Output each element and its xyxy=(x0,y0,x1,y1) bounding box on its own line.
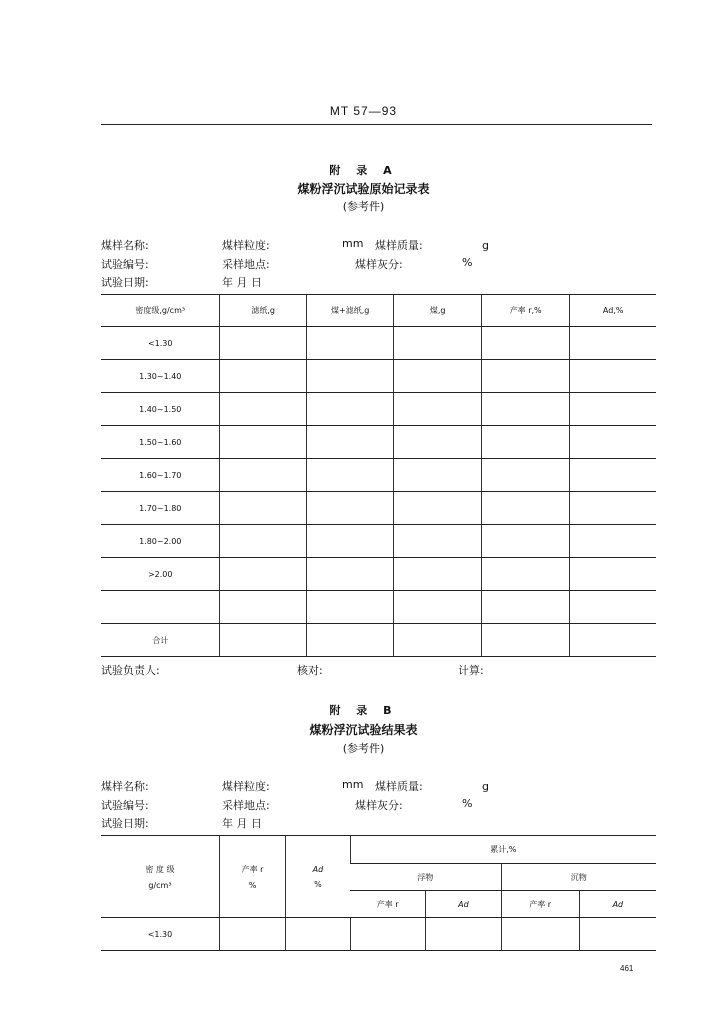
location-label: 采样地点: xyxy=(222,258,270,271)
density-cell: <1.30 xyxy=(101,327,220,360)
header-rule xyxy=(101,124,652,125)
density-cell xyxy=(101,591,220,624)
float-yield-header: 产率 r xyxy=(350,891,426,918)
document-code: MT 57—93 xyxy=(329,104,398,118)
sink-ad-header: Ad xyxy=(579,891,656,918)
yield-header xyxy=(219,836,285,918)
table-row xyxy=(101,558,656,591)
density-unit: g/cm³ xyxy=(148,880,172,890)
test-date-label: 试验日期: xyxy=(101,817,149,830)
date-fields: 年 月 日 xyxy=(222,817,262,830)
appendix-b-label: 附 录 B xyxy=(329,704,398,717)
density-cell: 1.70~1.80 xyxy=(101,492,220,525)
total-row xyxy=(101,624,656,657)
column-header-ash: Ad,% xyxy=(570,295,656,327)
density-cell: <1.30 xyxy=(101,918,219,951)
test-no-label: 试验编号: xyxy=(101,799,149,812)
column-header-density: 密度级,g/cm³ xyxy=(101,295,220,327)
density-label: 密 度 级 xyxy=(145,864,175,874)
ad-header xyxy=(286,836,350,918)
ad-unit: % xyxy=(314,879,322,889)
density-cell: 1.30~1.40 xyxy=(101,360,220,393)
yield-label: 产率 r xyxy=(241,864,264,874)
float-ad-header: Ad xyxy=(426,891,501,918)
raw-record-table xyxy=(101,294,656,657)
sink-header: 沉物 xyxy=(501,864,656,891)
density-cell: 1.40~1.50 xyxy=(101,393,220,426)
table-row xyxy=(101,393,656,426)
mass-label: 煤样质量: xyxy=(375,239,423,252)
ash-label: 煤样灰分: xyxy=(355,799,403,812)
ash-label: 煤样灰分: xyxy=(355,258,403,271)
table-row xyxy=(101,591,656,624)
table-row xyxy=(101,492,656,525)
sink-yield-header: 产率 r xyxy=(501,891,579,918)
table-row xyxy=(101,426,656,459)
mm-unit: mm xyxy=(342,778,364,791)
result-table xyxy=(101,835,656,951)
appendix-a-subtitle: (参考件) xyxy=(342,200,385,213)
appendix-b-title: 煤粉浮沉试验结果表 xyxy=(309,723,418,737)
granularity-label: 煤样粒度: xyxy=(222,239,270,252)
mass-label: 煤样质量: xyxy=(375,780,423,793)
table-header-row xyxy=(101,295,656,327)
granularity-label: 煤样粒度: xyxy=(222,780,270,793)
check-label: 核对: xyxy=(297,664,323,677)
table-row xyxy=(101,918,656,951)
percent-unit: % xyxy=(462,797,473,810)
density-cell: 1.80~2.00 xyxy=(101,525,220,558)
density-cell: >2.00 xyxy=(101,558,220,591)
g-unit: g xyxy=(482,239,489,252)
column-header-coal-filter: 煤+滤纸,g xyxy=(306,295,394,327)
density-header xyxy=(101,836,219,918)
percent-unit: % xyxy=(462,256,473,269)
g-unit: g xyxy=(482,780,489,793)
coal-name-label: 煤样名称: xyxy=(101,780,149,793)
ad-label: Ad xyxy=(312,864,324,874)
total-cell: 合计 xyxy=(101,624,220,657)
page-number: 461 xyxy=(620,964,634,973)
yield-unit: % xyxy=(248,880,257,890)
coal-name-label: 煤样名称: xyxy=(101,239,149,252)
location-label: 采样地点: xyxy=(222,799,270,812)
cumulative-header: 累计,% xyxy=(350,836,656,864)
mm-unit: mm xyxy=(342,237,364,250)
column-header-yield: 产率 r,% xyxy=(481,295,569,327)
column-header-coal: 煤,g xyxy=(394,295,482,327)
table-header-row xyxy=(101,836,656,864)
test-date-label: 试验日期: xyxy=(101,276,149,289)
test-no-label: 试验编号: xyxy=(101,258,149,271)
density-cell: 1.60~1.70 xyxy=(101,459,220,492)
table-row xyxy=(101,360,656,393)
column-header-filter: 滤纸,g xyxy=(220,295,307,327)
date-fields: 年 月 日 xyxy=(222,276,262,289)
appendix-b-subtitle: (参考件) xyxy=(342,742,385,755)
float-header: 浮物 xyxy=(350,864,501,891)
table-row xyxy=(101,459,656,492)
responsible-label: 试验负责人: xyxy=(101,664,160,677)
table-row xyxy=(101,525,656,558)
calc-label: 计算: xyxy=(458,664,484,677)
appendix-a-label: 附 录 A xyxy=(329,164,398,177)
density-cell: 1.50~1.60 xyxy=(101,426,220,459)
table-row xyxy=(101,327,656,360)
appendix-a-title: 煤粉浮沉试验原始记录表 xyxy=(297,182,430,196)
